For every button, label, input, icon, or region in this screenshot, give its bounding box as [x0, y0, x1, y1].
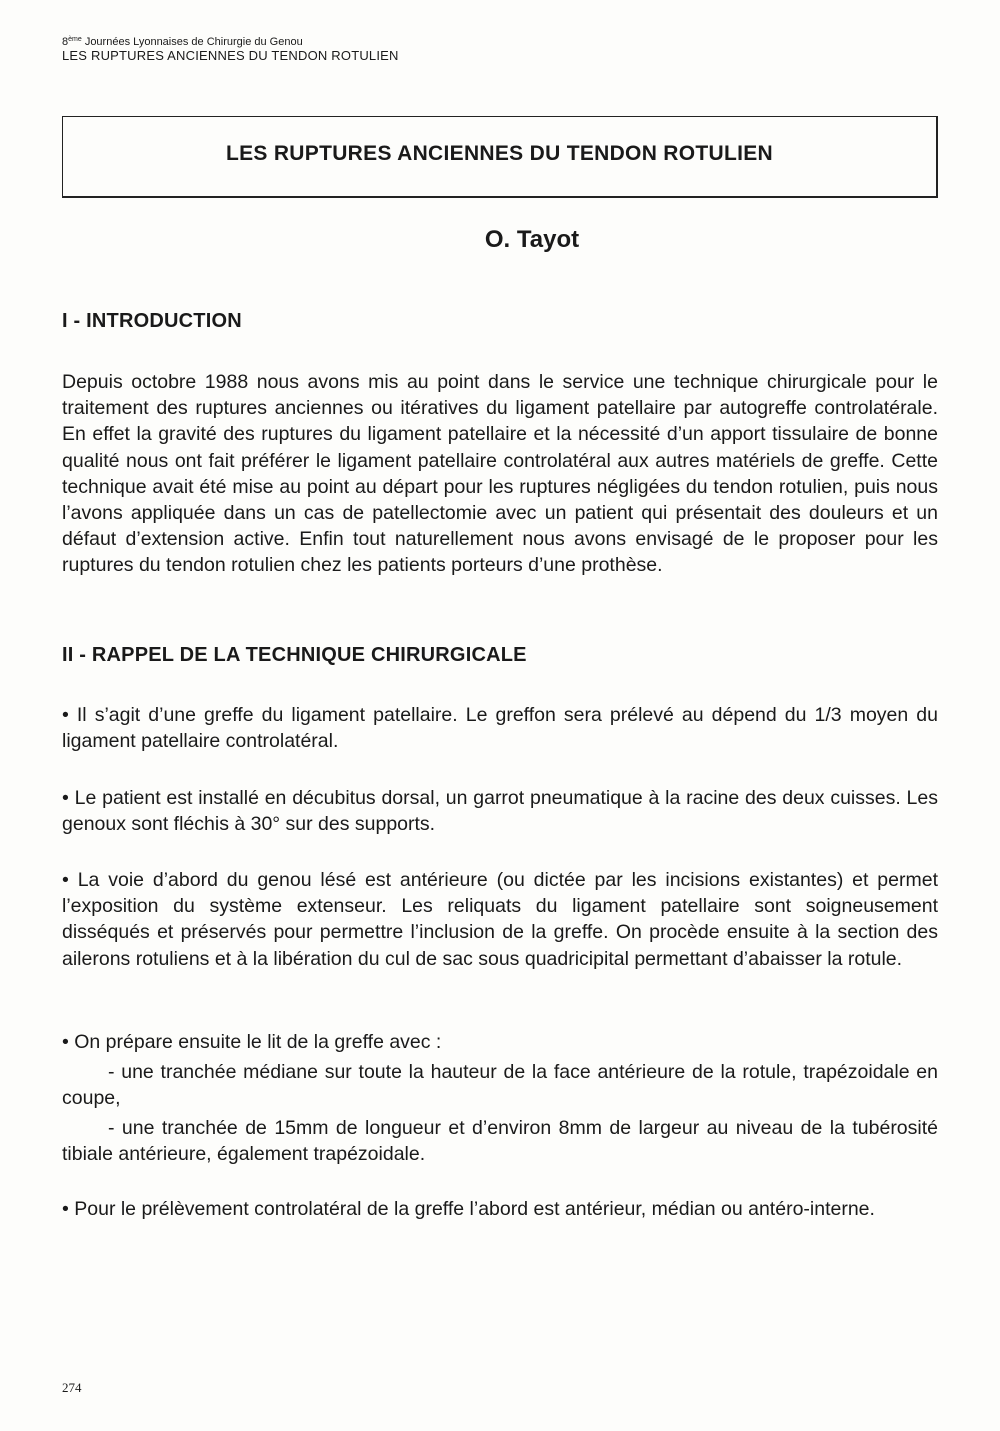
title-box — [62, 116, 938, 198]
conference-name: 8ème Journées Lyonnaises de Chirurgie du Genou — [62, 36, 303, 48]
technique-bullet-5: • Pour le prélèvement controlatéral de la greffe l’abord est antérieur, médian ou antéro-interne. — [62, 1198, 875, 1220]
page-title: LES RUPTURES ANCIENNES DU TENDON ROTULIEN — [225, 141, 774, 165]
running-header — [62, 36, 399, 64]
introduction-paragraph: Depuis octobre 1988 nous avons mis au point dans le service une technique chirurgicale pour le traitement des ruptures anciennes ou itératives du ligament patellaire par autogreffe controlatérale. En effet la gravité des ruptures du ligament patellaire et la nécessité d’un apport tissulaire de bonne qualité nous ont fait préférer le ligament patellaire controlatéral aux autres matériels de greffe. Cette technique avait été mise au point au départ pour les ruptures négligées du tendon rotulien, puis nous l’avons appliquée dans un cas de patellectomie avec un patient qui présentait des douleurs et un défaut d’extension active. Enfin tout naturellement nous avons envisagé de le proposer pour les ruptures du tendon rotulien chez les patients porteurs d’une prothèse. — [62, 371, 938, 577]
bed-item-patella: - une tranchée médiane sur toute la hauteur de la face antérieure de la rotule, trapézoidale en coupe, — [62, 1061, 938, 1110]
bed-item-tibia: - une tranchée de 15mm de longueur et d’environ 8mm de largeur au niveau de la tubérosité tibiale antérieure, également trapézoidale. — [62, 1117, 938, 1166]
technique-bullet-3: • La voie d’abord du genou lésé est antérieure (ou dictée par les incisions existantes) et permet l’exposition du système extenseur. Les reliquats du ligament patellaire sont soigneusement disséqués et préservés pour permettre l’inclusion de la greffe. On procède ensuite à la section des ailerons rotuliens et à la libération du cul de sac sous quadricipital permettant d’abaisser la rotule. — [62, 869, 938, 970]
section-heading-introduction: I - INTRODUCTION — [62, 310, 242, 332]
technique-bullet-4-intro: • On prépare ensuite le lit de la greffe avec : — [62, 1031, 442, 1053]
technique-bullet-2: • Le patient est installé en décubitus dorsal, un garrot pneumatique à la racine des deux cuisses. Les genoux sont fléchis à 30° sur des supports. — [62, 787, 938, 836]
technique-bullet-1: • Il s’agit d’une greffe du ligament patellaire. Le greffon sera prélevé au dépend du 1/3 moyen du ligament patellaire controlatéral. — [62, 704, 938, 753]
page-number: 274 — [62, 1380, 82, 1395]
book-title: LES RUPTURES ANCIENNES DU TENDON ROTULIEN — [62, 47, 399, 63]
section-heading-technique: II - RAPPEL DE LA TECHNIQUE CHIRURGICALE — [62, 644, 527, 666]
author: O. Tayot — [484, 226, 580, 253]
